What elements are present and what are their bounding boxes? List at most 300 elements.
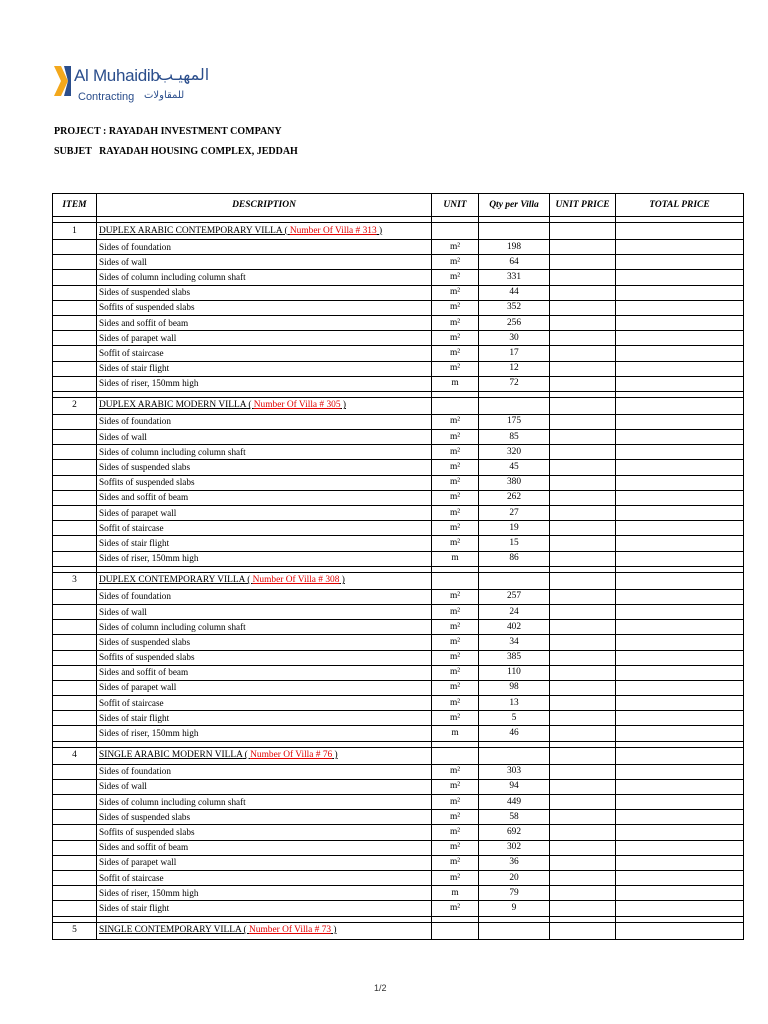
empty-cell <box>53 711 97 726</box>
qty-cell: 15 <box>479 536 550 551</box>
qty-cell: 256 <box>479 315 550 330</box>
work-description: Sides of column including column shaft <box>97 620 432 635</box>
empty-cell <box>53 589 97 604</box>
unit-price-cell <box>550 726 616 741</box>
total-price-cell <box>616 490 744 505</box>
work-description: Soffit of staircase <box>97 346 432 361</box>
empty-cell <box>53 855 97 870</box>
unit-cell: m² <box>432 430 479 445</box>
empty-cell <box>53 635 97 650</box>
work-description: Sides of riser, 150mm high <box>97 726 432 741</box>
table-row <box>53 521 744 536</box>
unit-cell: m² <box>432 460 479 475</box>
project-heading: PROJECT : RAYADAH INVESTMENT COMPANY <box>54 126 282 137</box>
logo-tagline-en: Contracting <box>78 91 135 103</box>
table-header-row <box>53 194 744 217</box>
total-price-cell <box>616 840 744 855</box>
unit-price-cell <box>550 445 616 460</box>
total-price-cell <box>616 665 744 680</box>
unit-cell: m² <box>432 331 479 346</box>
empty-cell <box>550 397 616 414</box>
qty-cell: 331 <box>479 270 550 285</box>
unit-cell: m² <box>432 665 479 680</box>
work-description: Sides of suspended slabs <box>97 460 432 475</box>
total-price-cell <box>616 460 744 475</box>
qty-cell: 19 <box>479 521 550 536</box>
paren-open: ( <box>241 925 250 935</box>
qty-cell: 36 <box>479 855 550 870</box>
empty-cell <box>53 551 97 566</box>
total-price-cell <box>616 430 744 445</box>
unit-cell: m² <box>432 764 479 779</box>
total-price-cell <box>616 870 744 885</box>
total-price-cell <box>616 376 744 391</box>
empty-cell <box>616 397 744 414</box>
section-title <box>97 572 432 589</box>
work-description: Soffits of suspended slabs <box>97 825 432 840</box>
empty-cell <box>616 572 744 589</box>
col-header-description: DESCRIPTION <box>97 194 432 217</box>
empty-cell <box>53 764 97 779</box>
villa-type: SINGLE CONTEMPORARY VILLA <box>99 925 242 935</box>
total-price-cell <box>616 270 744 285</box>
unit-price-cell <box>550 764 616 779</box>
unit-cell: m² <box>432 620 479 635</box>
villa-count: Number Of Villa # 308 <box>252 575 340 586</box>
qty-cell: 303 <box>479 764 550 779</box>
empty-cell <box>53 620 97 635</box>
section-title <box>97 223 432 240</box>
empty-cell <box>53 779 97 794</box>
qty-cell: 20 <box>479 870 550 885</box>
work-description: Sides of parapet wall <box>97 680 432 695</box>
work-description: Sides of stair flight <box>97 711 432 726</box>
unit-cell: m² <box>432 810 479 825</box>
work-description: Soffits of suspended slabs <box>97 300 432 315</box>
work-description: Sides of column including column shaft <box>97 445 432 460</box>
total-price-cell <box>616 255 744 270</box>
empty-cell <box>432 223 479 240</box>
section-title-row <box>53 922 744 939</box>
table-row <box>53 680 744 695</box>
paren-open: ( <box>242 750 251 761</box>
unit-cell: m² <box>432 696 479 711</box>
qty-cell: 98 <box>479 680 550 695</box>
col-header-qty: Qty per Villa <box>479 194 550 217</box>
total-price-cell <box>616 764 744 779</box>
work-description: Soffit of staircase <box>97 696 432 711</box>
table-row <box>53 506 744 521</box>
unit-price-cell <box>550 840 616 855</box>
work-description: Sides of foundation <box>97 414 432 429</box>
unit-price-cell <box>550 551 616 566</box>
empty-cell <box>479 922 550 939</box>
table-row <box>53 795 744 810</box>
work-description: Sides of foundation <box>97 240 432 255</box>
total-price-cell <box>616 604 744 619</box>
total-price-cell <box>616 240 744 255</box>
unit-price-cell <box>550 521 616 536</box>
unit-price-cell <box>550 240 616 255</box>
work-description: Sides of riser, 150mm high <box>97 551 432 566</box>
logo-tagline-ar: للمقاولات <box>144 90 185 101</box>
qty-cell: 45 <box>479 460 550 475</box>
empty-cell <box>53 270 97 285</box>
table-row <box>53 650 744 665</box>
villa-type: SINGLE ARABIC MODERN VILLA <box>99 750 243 761</box>
total-price-cell <box>616 711 744 726</box>
table-row <box>53 490 744 505</box>
work-description: Sides of foundation <box>97 764 432 779</box>
unit-cell: m² <box>432 604 479 619</box>
empty-cell <box>53 430 97 445</box>
villa-count: Number Of Villa # 305 <box>253 400 341 411</box>
paren-close: ) <box>331 925 337 935</box>
paren-close: ) <box>332 750 338 761</box>
qty-cell: 13 <box>479 696 550 711</box>
item-number: 4 <box>53 747 97 764</box>
section-title-row <box>53 572 744 589</box>
work-description: Sides of wall <box>97 430 432 445</box>
unit-cell: m <box>432 551 479 566</box>
unit-price-cell <box>550 490 616 505</box>
table-row <box>53 711 744 726</box>
section-title <box>97 397 432 414</box>
unit-price-cell <box>550 506 616 521</box>
item-number: 1 <box>53 223 97 240</box>
qty-cell: 302 <box>479 840 550 855</box>
table-row <box>53 620 744 635</box>
unit-price-cell <box>550 315 616 330</box>
qty-cell: 46 <box>479 726 550 741</box>
qty-cell: 9 <box>479 901 550 916</box>
work-description: Sides of suspended slabs <box>97 285 432 300</box>
unit-cell: m² <box>432 490 479 505</box>
unit-cell: m² <box>432 680 479 695</box>
villa-count: Number Of Villa # 73 <box>249 925 332 935</box>
unit-cell: m² <box>432 635 479 650</box>
empty-cell <box>53 346 97 361</box>
empty-cell <box>432 747 479 764</box>
unit-cell: m² <box>432 300 479 315</box>
unit-price-cell <box>550 855 616 870</box>
work-description: Soffits of suspended slabs <box>97 475 432 490</box>
unit-price-cell <box>550 536 616 551</box>
total-price-cell <box>616 536 744 551</box>
empty-cell <box>53 840 97 855</box>
table-body <box>53 217 744 940</box>
empty-cell <box>53 490 97 505</box>
table-row <box>53 825 744 840</box>
work-description: Sides and soffit of beam <box>97 490 432 505</box>
total-price-cell <box>616 855 744 870</box>
item-number: 2 <box>53 397 97 414</box>
empty-cell <box>53 901 97 916</box>
empty-cell <box>53 331 97 346</box>
unit-price-cell <box>550 604 616 619</box>
villa-type: DUPLEX ARABIC MODERN VILLA <box>99 400 246 411</box>
unit-cell: m² <box>432 475 479 490</box>
work-description: Sides and soffit of beam <box>97 840 432 855</box>
work-description: Soffit of staircase <box>97 521 432 536</box>
table-row <box>53 414 744 429</box>
paren-close: ) <box>340 400 346 411</box>
unit-cell: m² <box>432 521 479 536</box>
total-price-cell <box>616 315 744 330</box>
table-row <box>53 779 744 794</box>
unit-price-cell <box>550 255 616 270</box>
work-description: Sides and soffit of beam <box>97 665 432 680</box>
empty-cell <box>53 604 97 619</box>
unit-cell: m² <box>432 650 479 665</box>
work-description: Sides of foundation <box>97 589 432 604</box>
qty-cell: 44 <box>479 285 550 300</box>
total-price-cell <box>616 886 744 901</box>
qty-cell: 198 <box>479 240 550 255</box>
qty-cell: 12 <box>479 361 550 376</box>
empty-cell <box>53 361 97 376</box>
qty-cell: 72 <box>479 376 550 391</box>
table-row <box>53 870 744 885</box>
table-row <box>53 285 744 300</box>
logo-name-ar: المهيـب <box>158 65 210 84</box>
total-price-cell <box>616 901 744 916</box>
total-price-cell <box>616 779 744 794</box>
qty-cell: 27 <box>479 506 550 521</box>
qty-cell: 380 <box>479 475 550 490</box>
total-price-cell <box>616 650 744 665</box>
qty-cell: 175 <box>479 414 550 429</box>
table-row <box>53 255 744 270</box>
qty-cell: 86 <box>479 551 550 566</box>
qty-cell: 85 <box>479 430 550 445</box>
work-description: Sides of stair flight <box>97 901 432 916</box>
table-row <box>53 270 744 285</box>
qty-cell: 402 <box>479 620 550 635</box>
unit-price-cell <box>550 270 616 285</box>
qty-cell: 262 <box>479 490 550 505</box>
total-price-cell <box>616 331 744 346</box>
table-row <box>53 376 744 391</box>
unit-cell: m² <box>432 506 479 521</box>
empty-cell <box>550 747 616 764</box>
unit-cell: m² <box>432 445 479 460</box>
unit-price-cell <box>550 361 616 376</box>
table-row <box>53 315 744 330</box>
work-description: Sides of parapet wall <box>97 331 432 346</box>
empty-cell <box>53 536 97 551</box>
total-price-cell <box>616 445 744 460</box>
empty-cell <box>53 475 97 490</box>
total-price-cell <box>616 285 744 300</box>
unit-cell: m² <box>432 711 479 726</box>
total-price-cell <box>616 696 744 711</box>
paren-open: ( <box>245 400 254 411</box>
unit-price-cell <box>550 901 616 916</box>
unit-price-cell <box>550 870 616 885</box>
total-price-cell <box>616 361 744 376</box>
unit-price-cell <box>550 795 616 810</box>
work-description: Sides of riser, 150mm high <box>97 886 432 901</box>
work-description: Soffits of suspended slabs <box>97 650 432 665</box>
unit-cell: m <box>432 376 479 391</box>
bill-of-quantities-table <box>52 193 744 940</box>
empty-cell <box>479 572 550 589</box>
unit-cell: m² <box>432 840 479 855</box>
empty-cell <box>53 795 97 810</box>
table-row <box>53 764 744 779</box>
total-price-cell <box>616 300 744 315</box>
unit-price-cell <box>550 680 616 695</box>
section-title <box>97 922 432 939</box>
qty-cell: 58 <box>479 810 550 825</box>
table-row <box>53 589 744 604</box>
table-row <box>53 300 744 315</box>
empty-cell <box>550 922 616 939</box>
unit-cell: m² <box>432 855 479 870</box>
work-description: Sides of parapet wall <box>97 506 432 521</box>
work-description: Sides and soffit of beam <box>97 315 432 330</box>
col-header-item: ITEM <box>53 194 97 217</box>
empty-cell <box>53 240 97 255</box>
logo-mark-icon <box>52 64 74 98</box>
empty-cell <box>53 445 97 460</box>
empty-cell <box>53 696 97 711</box>
qty-cell: 110 <box>479 665 550 680</box>
table-row <box>53 551 744 566</box>
total-price-cell <box>616 475 744 490</box>
empty-cell <box>432 922 479 939</box>
table-row <box>53 726 744 741</box>
empty-cell <box>53 521 97 536</box>
table-row <box>53 604 744 619</box>
section-title-row <box>53 223 744 240</box>
unit-price-cell <box>550 414 616 429</box>
qty-cell: 352 <box>479 300 550 315</box>
empty-cell <box>479 397 550 414</box>
qty-cell: 17 <box>479 346 550 361</box>
unit-price-cell <box>550 696 616 711</box>
col-header-unit-price: UNIT PRICE <box>550 194 616 217</box>
col-header-unit: UNIT <box>432 194 479 217</box>
unit-price-cell <box>550 589 616 604</box>
unit-cell: m² <box>432 270 479 285</box>
empty-cell <box>53 300 97 315</box>
unit-price-cell <box>550 430 616 445</box>
unit-cell: m² <box>432 315 479 330</box>
col-header-total-price: TOTAL PRICE <box>616 194 744 217</box>
villa-type: DUPLEX CONTEMPORARY VILLA <box>99 575 245 586</box>
table-row <box>53 696 744 711</box>
unit-cell: m² <box>432 779 479 794</box>
empty-cell <box>53 414 97 429</box>
empty-cell <box>53 460 97 475</box>
work-description: Sides of stair flight <box>97 361 432 376</box>
unit-cell: m² <box>432 795 479 810</box>
total-price-cell <box>616 810 744 825</box>
total-price-cell <box>616 506 744 521</box>
work-description: Sides of wall <box>97 255 432 270</box>
unit-price-cell <box>550 346 616 361</box>
table-row <box>53 635 744 650</box>
work-description: Sides of suspended slabs <box>97 635 432 650</box>
villa-count: Number Of Villa # 76 <box>250 750 333 761</box>
table-row <box>53 886 744 901</box>
empty-cell <box>53 650 97 665</box>
item-number: 3 <box>53 572 97 589</box>
empty-cell <box>53 315 97 330</box>
unit-cell: m² <box>432 255 479 270</box>
qty-cell: 64 <box>479 255 550 270</box>
unit-price-cell <box>550 460 616 475</box>
work-description: Sides of riser, 150mm high <box>97 376 432 391</box>
unit-price-cell <box>550 825 616 840</box>
work-description: Sides of suspended slabs <box>97 810 432 825</box>
villa-count: Number Of Villa # 313 <box>289 225 377 236</box>
qty-cell: 385 <box>479 650 550 665</box>
unit-price-cell <box>550 650 616 665</box>
unit-cell: m² <box>432 240 479 255</box>
total-price-cell <box>616 620 744 635</box>
empty-cell <box>53 870 97 885</box>
total-price-cell <box>616 635 744 650</box>
qty-cell: 30 <box>479 331 550 346</box>
total-price-cell <box>616 726 744 741</box>
table-row <box>53 331 744 346</box>
total-price-cell <box>616 414 744 429</box>
qty-cell: 94 <box>479 779 550 794</box>
unit-cell: m <box>432 726 479 741</box>
paren-open: ( <box>244 575 253 586</box>
empty-cell <box>53 726 97 741</box>
unit-cell: m² <box>432 285 479 300</box>
table-row <box>53 240 744 255</box>
table-row <box>53 901 744 916</box>
table-row <box>53 460 744 475</box>
unit-price-cell <box>550 376 616 391</box>
section-title <box>97 747 432 764</box>
unit-cell: m² <box>432 870 479 885</box>
table-row <box>53 361 744 376</box>
total-price-cell <box>616 680 744 695</box>
empty-cell <box>479 747 550 764</box>
paren-open: ( <box>282 225 290 236</box>
empty-cell <box>550 223 616 240</box>
unit-cell: m² <box>432 589 479 604</box>
empty-cell <box>616 747 744 764</box>
qty-cell: 24 <box>479 604 550 619</box>
unit-price-cell <box>550 331 616 346</box>
unit-cell: m² <box>432 825 479 840</box>
paren-close: ) <box>339 575 345 586</box>
table-row <box>53 445 744 460</box>
work-description: Sides of wall <box>97 779 432 794</box>
table-row <box>53 536 744 551</box>
empty-cell <box>53 810 97 825</box>
total-price-cell <box>616 346 744 361</box>
empty-cell <box>432 397 479 414</box>
empty-cell <box>53 506 97 521</box>
unit-cell: m <box>432 886 479 901</box>
empty-cell <box>550 572 616 589</box>
total-price-cell <box>616 551 744 566</box>
table-row <box>53 810 744 825</box>
empty-cell <box>479 223 550 240</box>
work-description: Soffit of staircase <box>97 870 432 885</box>
unit-cell: m² <box>432 536 479 551</box>
section-title-row <box>53 747 744 764</box>
table-row <box>53 665 744 680</box>
